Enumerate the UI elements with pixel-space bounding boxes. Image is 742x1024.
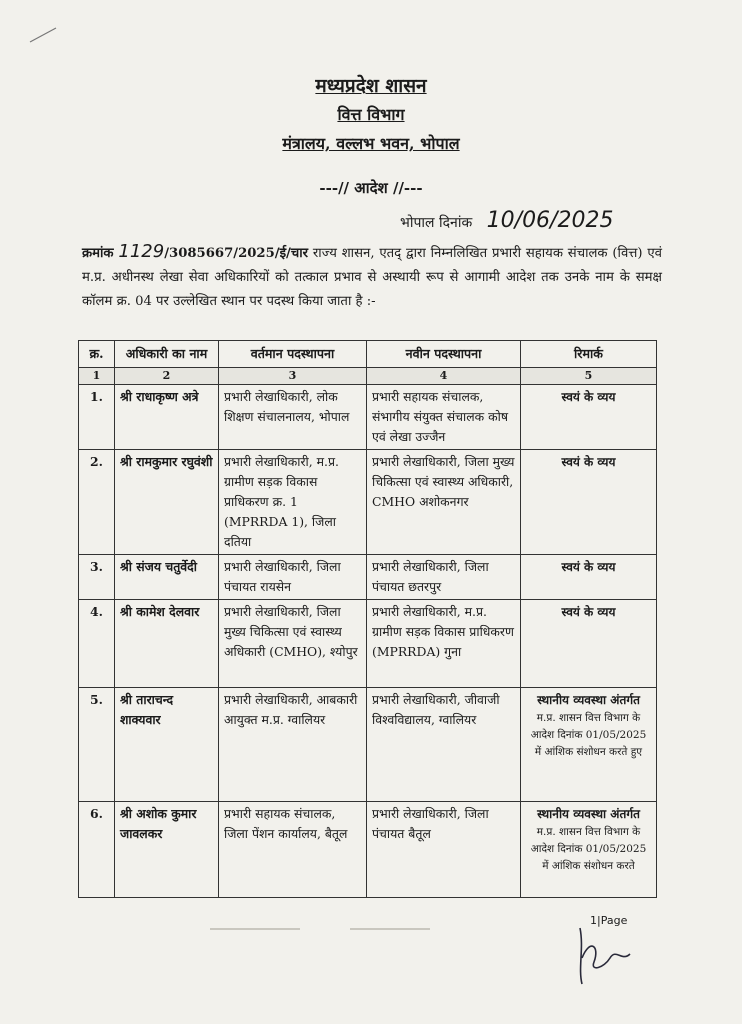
current-posting-cell: प्रभारी लेखाधिकारी, आबकारी आयुक्त म.प्र. ग्वालियर	[219, 688, 367, 802]
table-row	[79, 802, 657, 898]
remark-title: स्थानीय व्यवस्था अंतर्गत	[537, 807, 640, 821]
remark-cell	[521, 688, 657, 802]
date-value: 10/06/2025	[486, 208, 614, 233]
officer-name-cell: श्री अशोक कुमार जावलकर	[115, 802, 219, 898]
current-posting-cell: प्रभारी लेखाधिकारी, जिला पंचायत रायसेन	[219, 555, 367, 600]
table-row	[79, 555, 657, 600]
faint-bleed-line	[210, 928, 300, 930]
new-posting-cell: प्रभारी लेखाधिकारी, म.प्र. ग्रामीण सड़क विकास प्राधिकरण (MPRRDA) गुना	[367, 600, 521, 688]
remark-cell	[521, 802, 657, 898]
officer-name-cell: श्री कामेश देलवार	[115, 600, 219, 688]
col-header-current-posting: वर्तमान पदस्थापना	[219, 341, 367, 368]
order-number-handwritten: 1129	[118, 241, 165, 262]
new-posting-cell: प्रभारी सहायक संचालक, संभागीय संयुक्त संचालक कोष एवं लेखा उज्जैन	[367, 385, 521, 450]
remark-cell	[521, 555, 657, 600]
order-title: ---// आदेश //---	[319, 179, 423, 197]
table-index-row	[79, 368, 657, 385]
serial-cell: 3.	[79, 555, 115, 600]
index-cell: 2	[115, 368, 219, 385]
table-row	[79, 450, 657, 555]
header-government: मध्यप्रदेश शासन	[315, 75, 427, 97]
officer-name-cell: श्री संजय चतुर्वेदी	[115, 555, 219, 600]
serial-cell: 4.	[79, 600, 115, 688]
table-row	[79, 688, 657, 802]
table-row	[79, 600, 657, 688]
signature-mark	[570, 918, 650, 988]
remark-cell	[521, 600, 657, 688]
index-cell: 4	[367, 368, 521, 385]
remark-title: स्वयं के व्यय	[561, 390, 616, 404]
index-cell: 5	[521, 368, 657, 385]
table-row	[79, 385, 657, 450]
col-header-serial: क्र.	[79, 341, 115, 368]
index-cell: 3	[219, 368, 367, 385]
order-reference: /3085667/2025/ई/चार	[164, 246, 309, 261]
remark-cell	[521, 450, 657, 555]
current-posting-cell: प्रभारी सहायक संचालक, जिला पेंशन कार्यालय, बैतूल	[219, 802, 367, 898]
remark-title: स्वयं के व्यय	[561, 605, 616, 619]
new-posting-cell: प्रभारी लेखाधिकारी, जिला मुख्य चिकित्सा एवं स्वास्थ्य अधिकारी, CMHO अशोकनगर	[367, 450, 521, 555]
remark-title: स्वयं के व्यय	[561, 560, 616, 574]
order-intro	[82, 240, 662, 314]
remark-note: म.प्र. शासन वित्त विभाग के आदेश दिनांक 01/05/2025 में आंशिक संशोधन करते	[530, 826, 647, 872]
index-cell: 1	[79, 368, 115, 385]
pen-stroke-mark	[28, 26, 58, 44]
header-address: मंत्रालय, वल्लभ भवन, भोपाल	[282, 134, 460, 153]
officer-name-cell: श्री राधाकृष्ण अत्रे	[115, 385, 219, 450]
remark-title: स्थानीय व्यवस्था अंतर्गत	[537, 693, 640, 707]
col-header-remark: रिमार्क	[521, 341, 657, 368]
new-posting-cell: प्रभारी लेखाधिकारी, जिला पंचायत बैतूल	[367, 802, 521, 898]
current-posting-cell: प्रभारी लेखाधिकारी, जिला मुख्य चिकित्सा एवं स्वास्थ्य अधिकारी (CMHO), श्योपुर	[219, 600, 367, 688]
serial-cell: 6.	[79, 802, 115, 898]
table-header-row	[79, 341, 657, 368]
faint-bleed-line	[350, 928, 430, 930]
new-posting-cell: प्रभारी लेखाधिकारी, जीवाजी विश्वविद्यालय, ग्वालियर	[367, 688, 521, 802]
remark-cell	[521, 385, 657, 450]
order-body-text: राज्य शासन, एतद् द्वारा निम्नलिखित प्रभारी सहायक संचालक (वित्त) एवं म.प्र. अधीनस्थ लेखा सेवा अधिकारियों को तत्काल प्रभाव से अस्थायी रूप से आगामी आदेश तक उनके नाम के समक्ष कॉलम क्र. 04 पर उल्लेखित स्थान पर पदस्थ किया जाता है :-	[82, 246, 662, 309]
new-posting-cell: प्रभारी लेखाधिकारी, जिला पंचायत छतरपुर	[367, 555, 521, 600]
current-posting-cell: प्रभारी लेखाधिकारी, लोक शिक्षण संचालनालय, भोपाल	[219, 385, 367, 450]
date-label: भोपाल दिनांक	[400, 215, 473, 231]
current-posting-cell: प्रभारी लेखाधिकारी, म.प्र. ग्रामीण सड़क विकास प्राधिकरण क्र. 1 (MPRRDA 1), जिला दतिया	[219, 450, 367, 555]
page-number: 1|Page	[590, 914, 628, 927]
officer-name-cell: श्री रामकुमार रघुवंशी	[115, 450, 219, 555]
transfer-table	[78, 340, 657, 898]
remark-note: म.प्र. शासन वित्त विभाग के आदेश दिनांक 01/05/2025 में आंशिक संशोधन करते हुए	[530, 712, 647, 758]
col-header-new-posting: नवीन पदस्थापना	[367, 341, 521, 368]
serial-cell: 2.	[79, 450, 115, 555]
col-header-name: अधिकारी का नाम	[115, 341, 219, 368]
header-department: वित्त विभाग	[337, 105, 405, 124]
date-line	[400, 208, 613, 233]
serial-cell: 1.	[79, 385, 115, 450]
officer-name-cell: श्री ताराचन्द शाक्यवार	[115, 688, 219, 802]
remark-title: स्वयं के व्यय	[561, 455, 616, 469]
order-number-prefix: क्रमांक	[82, 246, 114, 261]
serial-cell: 5.	[79, 688, 115, 802]
